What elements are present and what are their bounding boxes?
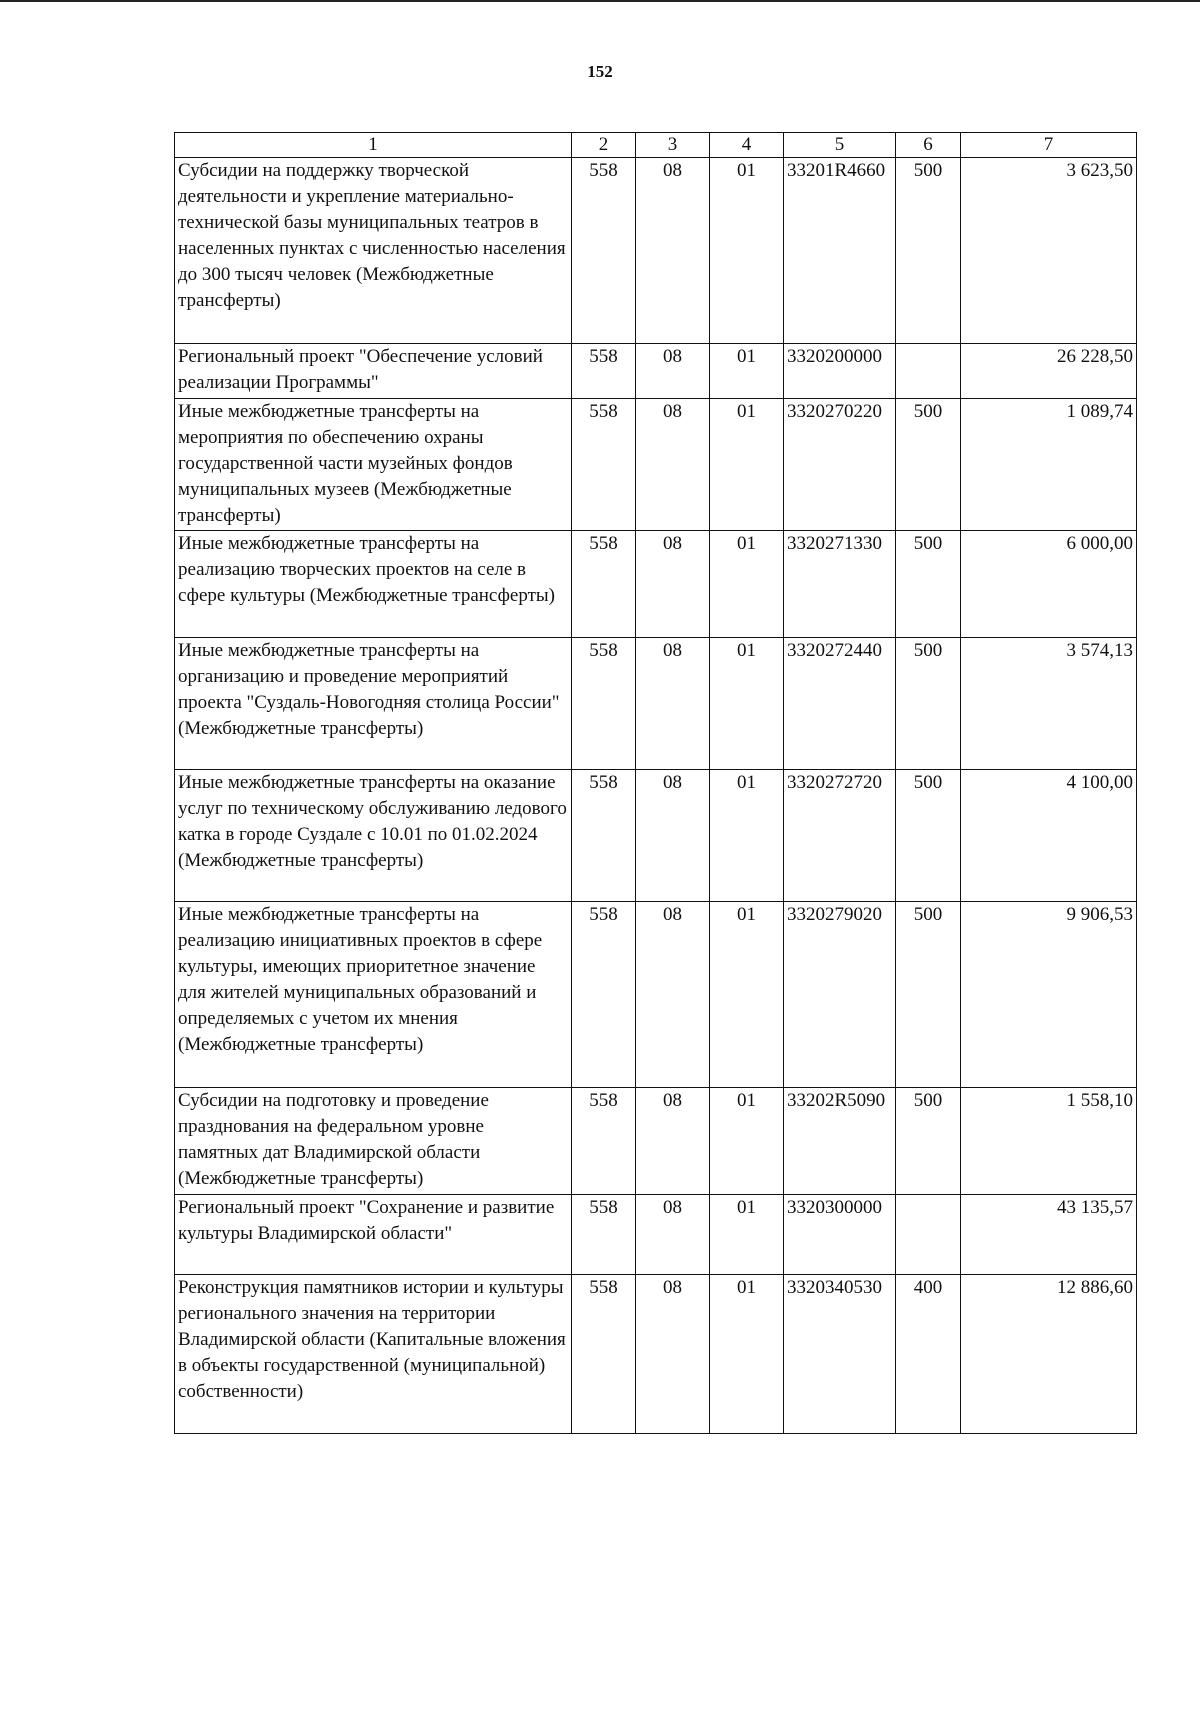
- table-row: [175, 902, 1137, 1088]
- row-section: 08: [636, 1195, 710, 1275]
- row-amount: 4 100,00: [961, 770, 1137, 902]
- row-subsection: 01: [710, 399, 784, 531]
- row-target-article: 33201R4660: [784, 158, 896, 344]
- row-name: Иные межбюджетные трансферты на реализацию творческих проектов на селе в сфере культуры (Межбюджетные трансферты): [175, 531, 572, 638]
- row-amount: 3 623,50: [961, 158, 1137, 344]
- row-expense-type: 500: [896, 1088, 961, 1195]
- row-target-article: 3320272720: [784, 770, 896, 902]
- row-name: Субсидии на подготовку и проведение празднования на федеральном уровне памятных дат Владимирской области (Межбюджетные трансферты): [175, 1088, 572, 1195]
- row-subsection: 01: [710, 344, 784, 399]
- row-amount: 43 135,57: [961, 1195, 1137, 1275]
- row-amount: 9 906,53: [961, 902, 1137, 1088]
- row-section: 08: [636, 1275, 710, 1434]
- column-header: 5: [784, 133, 896, 158]
- row-expense-type: 400: [896, 1275, 961, 1434]
- table-row: [175, 770, 1137, 902]
- row-expense-type: 500: [896, 399, 961, 531]
- row-section: 08: [636, 638, 710, 770]
- column-header: 1: [175, 133, 572, 158]
- row-subsection: 01: [710, 770, 784, 902]
- row-target-article: 3320271330: [784, 531, 896, 638]
- row-section: 08: [636, 158, 710, 344]
- row-target-article: 3320200000: [784, 344, 896, 399]
- row-expense-type: 500: [896, 158, 961, 344]
- row-target-article: 3320300000: [784, 1195, 896, 1275]
- row-subsection: 01: [710, 1275, 784, 1434]
- row-section: 08: [636, 399, 710, 531]
- row-expense-type: 500: [896, 770, 961, 902]
- row-section: 08: [636, 770, 710, 902]
- row-name: Субсидии на поддержку творческой деятельности и укрепление материально-технической базы муниципальных театров в населенных пунктах с численностью населения до 300 тысяч человек (Межбюджетные трансферты): [175, 158, 572, 344]
- row-target-article: 3320279020: [784, 902, 896, 1088]
- row-grbs: 558: [572, 399, 636, 531]
- row-subsection: 01: [710, 531, 784, 638]
- row-amount: 12 886,60: [961, 1275, 1137, 1434]
- row-name: Региональный проект "Сохранение и развитие культуры Владимирской области": [175, 1195, 572, 1275]
- column-header: 4: [710, 133, 784, 158]
- table-row: [175, 399, 1137, 531]
- row-subsection: 01: [710, 638, 784, 770]
- row-section: 08: [636, 902, 710, 1088]
- row-subsection: 01: [710, 902, 784, 1088]
- row-amount: 6 000,00: [961, 531, 1137, 638]
- row-target-article: 33202R5090: [784, 1088, 896, 1195]
- page-top-rule: [0, 0, 1200, 2]
- row-expense-type: 500: [896, 902, 961, 1088]
- row-amount: 26 228,50: [961, 344, 1137, 399]
- row-section: 08: [636, 344, 710, 399]
- row-grbs: 558: [572, 1275, 636, 1434]
- row-section: 08: [636, 1088, 710, 1195]
- row-grbs: 558: [572, 902, 636, 1088]
- row-subsection: 01: [710, 158, 784, 344]
- page-number: 152: [587, 62, 613, 81]
- table-row: [175, 1275, 1137, 1434]
- row-target-article: 3320340530: [784, 1275, 896, 1434]
- column-number-row: [175, 133, 1137, 158]
- row-amount: 1 089,74: [961, 399, 1137, 531]
- row-name: Реконструкция памятников истории и культуры регионального значения на территории Владимирской области (Капитальные вложения в объекты государственной (муниципальной) собственности): [175, 1275, 572, 1434]
- row-name: Иные межбюджетные трансферты на реализацию инициативных проектов в сфере культуры, имеющих приоритетное значение для жителей муниципальных образований и определяемых с учетом их мнения (Межбюджетные трансферты): [175, 902, 572, 1088]
- row-grbs: 558: [572, 158, 636, 344]
- row-name: Иные межбюджетные трансферты на мероприятия по обеспечению охраны государственной части музейных фондов муниципальных музеев (Межбюджетные трансферты): [175, 399, 572, 531]
- row-expense-type: 500: [896, 531, 961, 638]
- row-grbs: 558: [572, 344, 636, 399]
- row-expense-type: [896, 1195, 961, 1275]
- budget-table: [174, 132, 1137, 1434]
- row-target-article: 3320272440: [784, 638, 896, 770]
- table-row: [175, 1195, 1137, 1275]
- row-section: 08: [636, 531, 710, 638]
- row-target-article: 3320270220: [784, 399, 896, 531]
- row-grbs: 558: [572, 770, 636, 902]
- table-row: [175, 638, 1137, 770]
- column-header: 7: [961, 133, 1137, 158]
- row-subsection: 01: [710, 1088, 784, 1195]
- row-name: Иные межбюджетные трансферты на оказание услуг по техническому обслуживанию ледового катка в городе Суздале с 10.01 по 01.02.2024 (Межбюджетные трансферты): [175, 770, 572, 902]
- column-header: 2: [572, 133, 636, 158]
- row-grbs: 558: [572, 1088, 636, 1195]
- row-grbs: 558: [572, 1195, 636, 1275]
- row-subsection: 01: [710, 1195, 784, 1275]
- row-grbs: 558: [572, 638, 636, 770]
- row-expense-type: [896, 344, 961, 399]
- table-row: [175, 158, 1137, 344]
- table-row: [175, 1088, 1137, 1195]
- column-header: 6: [896, 133, 961, 158]
- table-row: [175, 531, 1137, 638]
- row-name: Региональный проект "Обеспечение условий реализации Программы": [175, 344, 572, 399]
- row-amount: 1 558,10: [961, 1088, 1137, 1195]
- row-expense-type: 500: [896, 638, 961, 770]
- table-row: [175, 344, 1137, 399]
- row-name: Иные межбюджетные трансферты на организацию и проведение мероприятий проекта "Суздаль-Новогодняя столица России" (Межбюджетные трансферты): [175, 638, 572, 770]
- row-amount: 3 574,13: [961, 638, 1137, 770]
- column-header: 3: [636, 133, 710, 158]
- row-grbs: 558: [572, 531, 636, 638]
